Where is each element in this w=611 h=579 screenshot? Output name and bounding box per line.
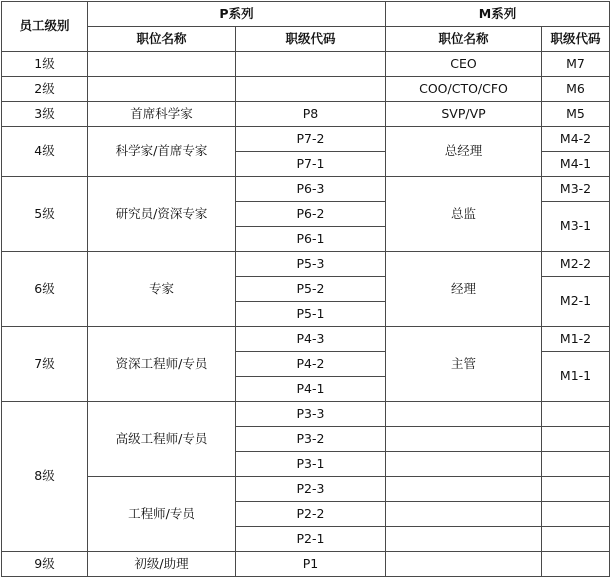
m-code-cell (542, 502, 610, 527)
p-code-cell: P5-2 (236, 277, 386, 302)
p-title-cell (88, 52, 236, 77)
m-code-cell (542, 452, 610, 477)
table-row (2, 252, 610, 277)
p-code-cell: P3-2 (236, 427, 386, 452)
table-row (2, 477, 610, 502)
p-code-cell: P3-3 (236, 402, 386, 427)
p-title-cell (88, 77, 236, 102)
m-code-cell: M1-1 (542, 352, 610, 402)
grade-cell: 8级 (2, 402, 88, 552)
p-code-cell: P1 (236, 552, 386, 577)
p-code-cell: P8 (236, 102, 386, 127)
table-row (2, 52, 610, 77)
m-title-cell (386, 502, 542, 527)
m-code-cell: M4-1 (542, 152, 610, 177)
p-title-cell: 工程师/专员 (88, 477, 236, 552)
table-row (2, 327, 610, 352)
p-code-cell (236, 77, 386, 102)
table-row (2, 402, 610, 427)
table-row (2, 552, 610, 577)
m-code-cell (542, 402, 610, 427)
m-code-cell: M2-1 (542, 277, 610, 327)
p-code-cell: P6-1 (236, 227, 386, 252)
m-code-cell: M6 (542, 77, 610, 102)
p-code-cell: P4-2 (236, 352, 386, 377)
p-code-cell: P2-2 (236, 502, 386, 527)
grade-cell: 5级 (2, 177, 88, 252)
m-code-cell: M7 (542, 52, 610, 77)
p-code-cell: P2-1 (236, 527, 386, 552)
m-code-cell (542, 527, 610, 552)
m-code-cell (542, 477, 610, 502)
p-title-cell: 资深工程师/专员 (88, 327, 236, 402)
m-code-cell: M5 (542, 102, 610, 127)
m-title-cell (386, 452, 542, 477)
header-grade: 员工级别 (2, 2, 88, 52)
p-title-cell: 研究员/资深专家 (88, 177, 236, 252)
table-row (2, 127, 610, 152)
m-title-cell (386, 427, 542, 452)
grade-cell: 4级 (2, 127, 88, 177)
m-code-cell: M1-2 (542, 327, 610, 352)
m-title-cell: 总经理 (386, 127, 542, 177)
m-code-cell: M2-2 (542, 252, 610, 277)
p-code-cell: P5-3 (236, 252, 386, 277)
header-p-code: 职级代码 (236, 27, 386, 52)
m-code-cell: M3-2 (542, 177, 610, 202)
header-p-title: 职位名称 (88, 27, 236, 52)
p-code-cell: P6-3 (236, 177, 386, 202)
grade-table (1, 1, 610, 577)
header-row-2 (2, 27, 610, 52)
grade-cell: 2级 (2, 77, 88, 102)
table-row (2, 177, 610, 202)
table-row (2, 77, 610, 102)
header-m-series: M系列 (386, 2, 610, 27)
p-title-cell: 首席科学家 (88, 102, 236, 127)
m-code-cell: M3-1 (542, 202, 610, 252)
header-m-code: 职级代码 (542, 27, 610, 52)
m-title-cell (386, 477, 542, 502)
p-title-cell: 初级/助理 (88, 552, 236, 577)
m-title-cell: 经理 (386, 252, 542, 327)
header-p-series: P系列 (88, 2, 386, 27)
grade-cell: 9级 (2, 552, 88, 577)
p-code-cell: P7-2 (236, 127, 386, 152)
p-title-cell: 科学家/首席专家 (88, 127, 236, 177)
table-row (2, 102, 610, 127)
header-row-1 (2, 2, 610, 27)
p-code-cell: P6-2 (236, 202, 386, 227)
m-code-cell (542, 552, 610, 577)
p-code-cell: P4-3 (236, 327, 386, 352)
m-title-cell (386, 527, 542, 552)
grade-cell: 6级 (2, 252, 88, 327)
grade-cell: 1级 (2, 52, 88, 77)
m-title-cell: 主管 (386, 327, 542, 402)
m-title-cell: CEO (386, 52, 542, 77)
m-title-cell: COO/CTO/CFO (386, 77, 542, 102)
header-m-title: 职位名称 (386, 27, 542, 52)
m-code-cell (542, 427, 610, 452)
grade-cell: 7级 (2, 327, 88, 402)
p-title-cell: 专家 (88, 252, 236, 327)
p-code-cell: P2-3 (236, 477, 386, 502)
m-title-cell: 总监 (386, 177, 542, 252)
m-title-cell (386, 552, 542, 577)
p-code-cell: P7-1 (236, 152, 386, 177)
p-code-cell: P5-1 (236, 302, 386, 327)
p-code-cell: P3-1 (236, 452, 386, 477)
grade-cell: 3级 (2, 102, 88, 127)
m-title-cell (386, 402, 542, 427)
p-code-cell (236, 52, 386, 77)
m-title-cell: SVP/VP (386, 102, 542, 127)
p-title-cell: 高级工程师/专员 (88, 402, 236, 477)
m-code-cell: M4-2 (542, 127, 610, 152)
p-code-cell: P4-1 (236, 377, 386, 402)
